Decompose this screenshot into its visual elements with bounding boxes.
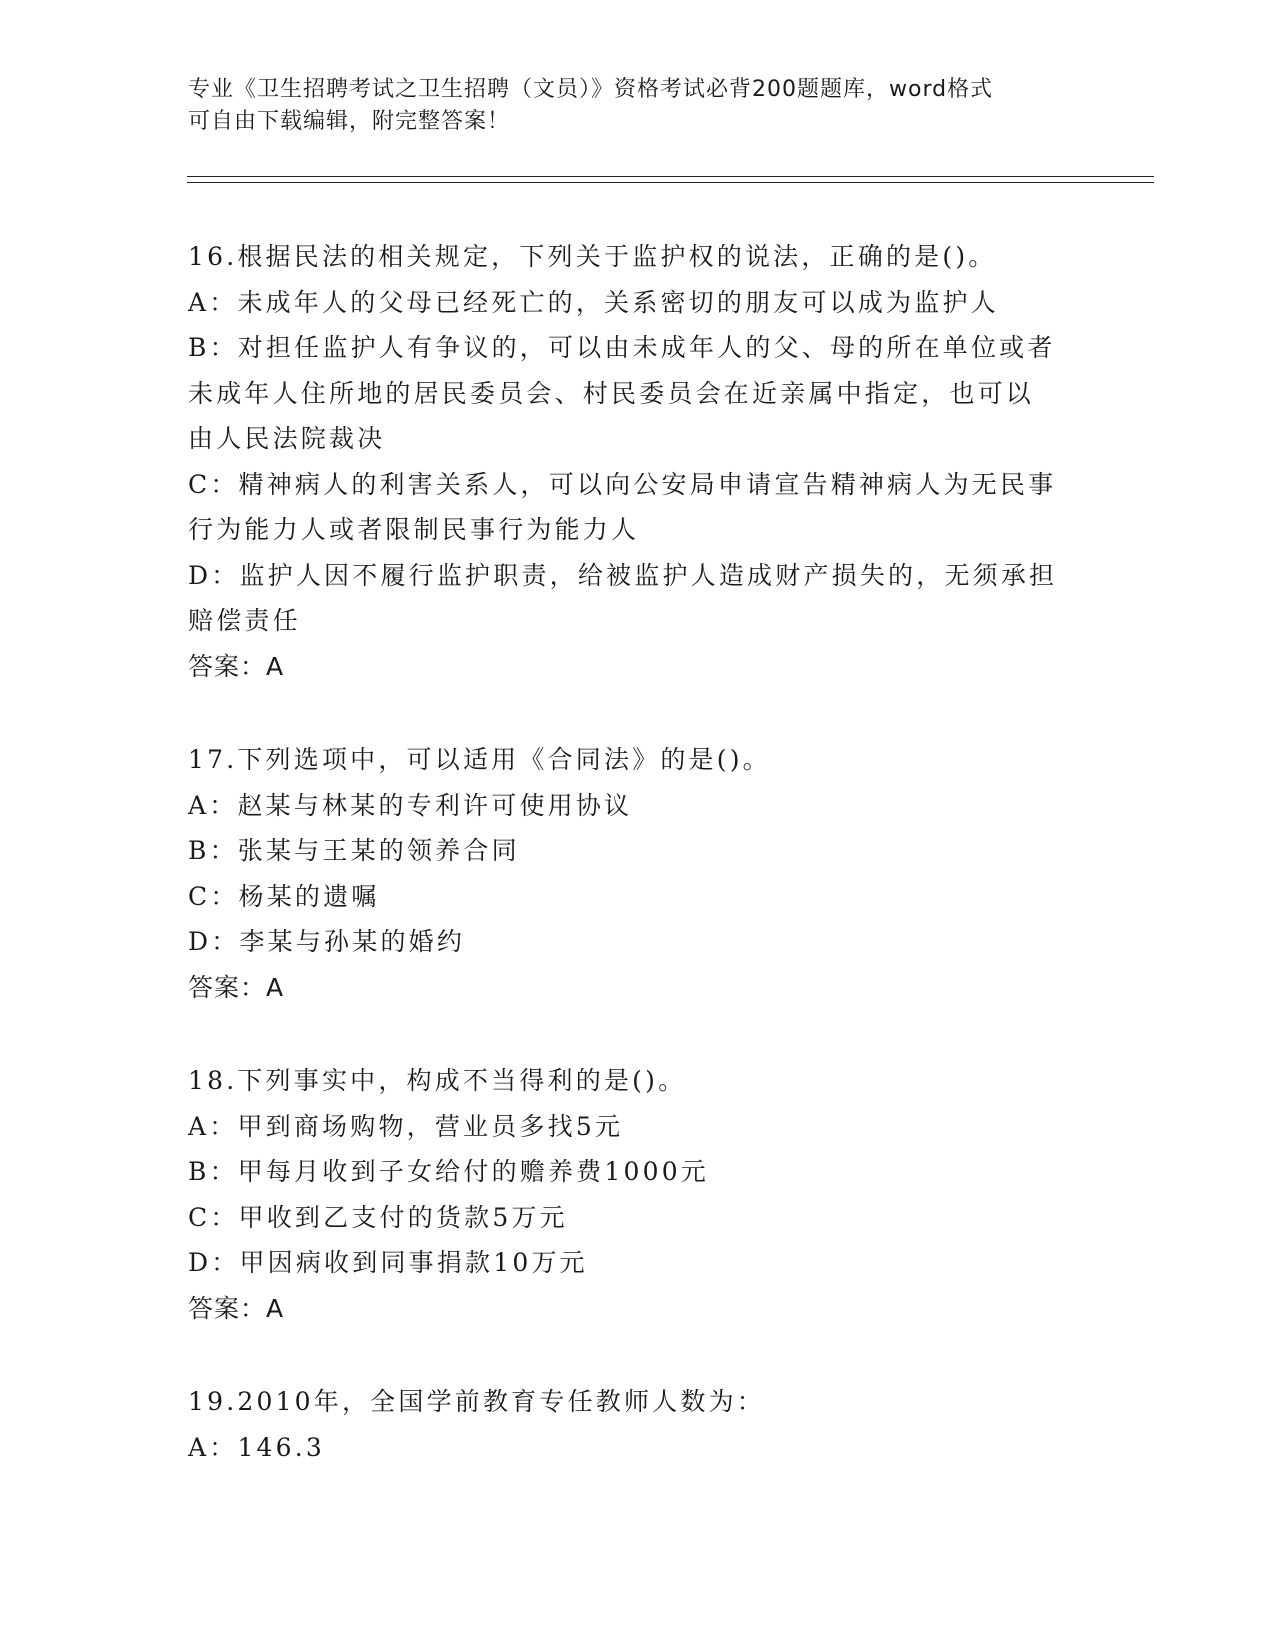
- option-b-continued: 未成年人住所地的居民委员会、村民委员会在近亲属中指定，也可以: [188, 378, 1035, 408]
- option-b-continued: 由人民法院裁决: [188, 424, 386, 453]
- option-d: D：监护人因不履行监护职责，给被监护人造成财产损失的，无须承担: [188, 560, 1058, 590]
- question-stem: 16.根据民法的相关规定，下列关于监护权的说法，正确的是()。: [188, 242, 997, 271]
- question-stem: 19.2010年，全国学前教育专任教师人数为：: [188, 1387, 765, 1416]
- option-d: D：李某与孙某的婚约: [188, 927, 466, 956]
- option-c-continued: 行为能力人或者限制民事行为能力人: [188, 515, 640, 544]
- document-header: [188, 74, 1088, 138]
- answer-label: 答案：A: [188, 651, 285, 681]
- question-stem: 18.下列事实中，构成不当得利的是()。: [188, 1066, 687, 1095]
- option-a: A：赵某与林某的专利许可使用协议: [188, 790, 633, 820]
- option-a: A：甲到商场购物，营业员多找5元: [188, 1111, 624, 1141]
- header-divider-top: [187, 176, 1154, 177]
- option-c: C：精神病人的利害关系人，可以向公安局申请宣告精神病人为无民事: [188, 469, 1057, 499]
- question-stem: 17.下列选项中，可以适用《合同法》的是()。: [188, 745, 771, 774]
- option-b: B：对担任监护人有争议的，可以由未成年人的父、母的所在单位或者: [188, 333, 1056, 362]
- header-title-line-1: 专业《卫生招聘考试之卫生招聘（文员）》资格考试必背200题题库，word格式: [188, 77, 994, 102]
- option-d: D：甲因病收到同事捐款10万元: [188, 1248, 588, 1277]
- question-list: [188, 234, 1088, 1518]
- question-17: [188, 737, 1088, 1010]
- header-divider-bottom: [187, 182, 1154, 183]
- header-title-line-2: 可自由下载编辑，附完整答案！: [188, 109, 511, 134]
- answer-label: 答案：A: [188, 972, 285, 1002]
- question-19: [188, 1379, 1088, 1470]
- option-a: A：146.3: [188, 1432, 326, 1462]
- option-a: A：未成年人的父母已经死亡的，关系密切的朋友可以成为监护人: [188, 287, 999, 317]
- option-b: B：甲每月收到子女给付的赡养费1000元: [188, 1157, 709, 1186]
- option-c: C：杨某的遗嘱: [188, 881, 380, 911]
- question-16: [188, 234, 1088, 689]
- answer-label: 答案：A: [188, 1293, 285, 1323]
- option-b: B：张某与王某的领养合同: [188, 836, 520, 865]
- option-d-continued: 赔偿责任: [188, 606, 301, 635]
- question-18: [188, 1058, 1088, 1331]
- option-c: C：甲收到乙支付的货款5万元: [188, 1202, 568, 1232]
